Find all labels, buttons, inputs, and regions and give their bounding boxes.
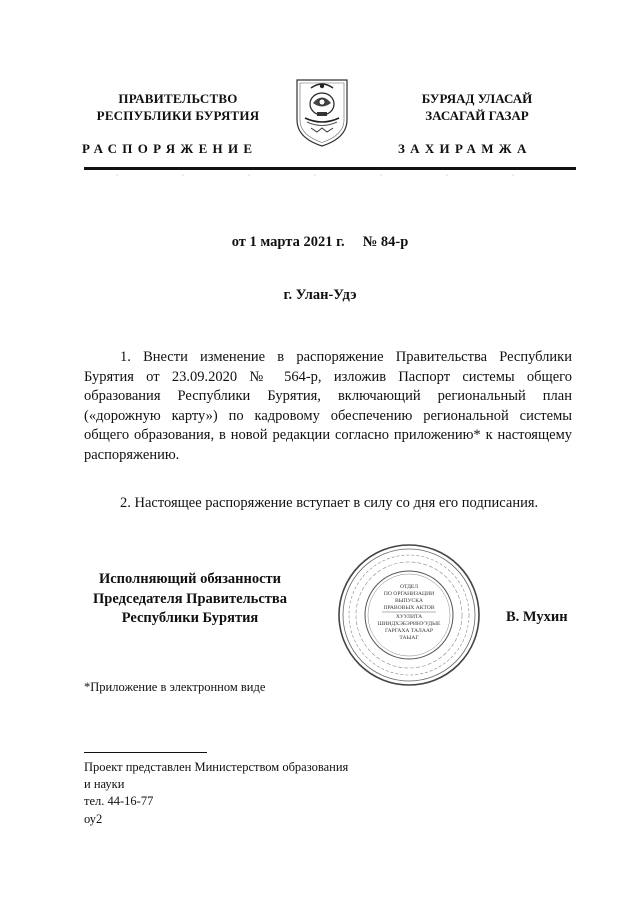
dotted-divider [84,174,576,176]
header-right-line1: БУРЯАД УЛАСАЙ [421,91,533,106]
footer-divider [84,752,207,753]
seal-text-8: ТАЫАГ [399,635,419,641]
seal-text-7: ГАРГАХА ТАЛААР [384,628,434,634]
document-date: от 1 марта 2021 г. [231,234,345,250]
header-divider [84,167,576,170]
header-left-line2: РЕСПУБЛИКИ БУРЯТИЯ [96,108,260,123]
prepared-line2: и науки [84,777,125,791]
seal-text-1: ОТДЕЛ [399,584,419,590]
header-left-line1: ПРАВИТЕЛЬСТВО [118,91,238,106]
date-number-line [0,234,640,251]
seal-text-6: ШИИДХЭБЭРИНУУДЫЕ [377,621,441,627]
header-right-line2: ЗАСАГАЙ ГАЗАР [425,108,529,123]
seal-text-3: ВЫПУСКА [394,598,424,604]
signatory-line1: Исполняющий обязанности [98,571,282,587]
seal-text-4: ПРАВОВЫХ АКТОВ [383,605,435,611]
attachment-footnote: *Приложение в электронном виде [84,680,266,694]
document-code: оу2 [84,812,103,826]
document-kind-ru: РАСПОРЯЖЕНИЕ [82,141,258,156]
document-kind-bua: ЗАХИРАМЖА [398,141,532,156]
signatory-name: В. Мухин [506,609,568,625]
prepared-line1: Проект представлен Министерством образования [84,760,349,774]
header-left [58,90,298,124]
document-city: г. Улан-Удэ [283,287,357,303]
paragraph-1: 1. Внести изменение в распоряжение Правительства Республики Бурятия от 23.09.2020 № 564-р, изложив Паспорт системы общего образования Республики Бурятия, включающий региональный план («дорожную карту») по кадровому обеспечению региональной системы общего образования, в новой редакции согласно приложению* к настоящему распоряжению. [84,349,572,463]
header-right [382,90,572,124]
seal-text-5: ХУУЛИТА [395,614,423,620]
coat-of-arms-icon [293,76,351,148]
paragraph-2: 2. Настоящее распоряжение вступает в силу со дня его подписания. [120,495,539,511]
document-number: № 84-р [362,234,409,250]
official-seal-stamp [334,540,484,690]
signatory-line2: Председателя Правительства [93,590,287,607]
contact-phone: тел. 44-16-77 [84,794,154,808]
signatory-line3: Республики Бурятия [121,610,259,626]
signatory-title [80,570,300,629]
prepared-by [84,759,404,810]
seal-text-2: ПО ОРГАНИЗАЦИИ [383,591,435,597]
